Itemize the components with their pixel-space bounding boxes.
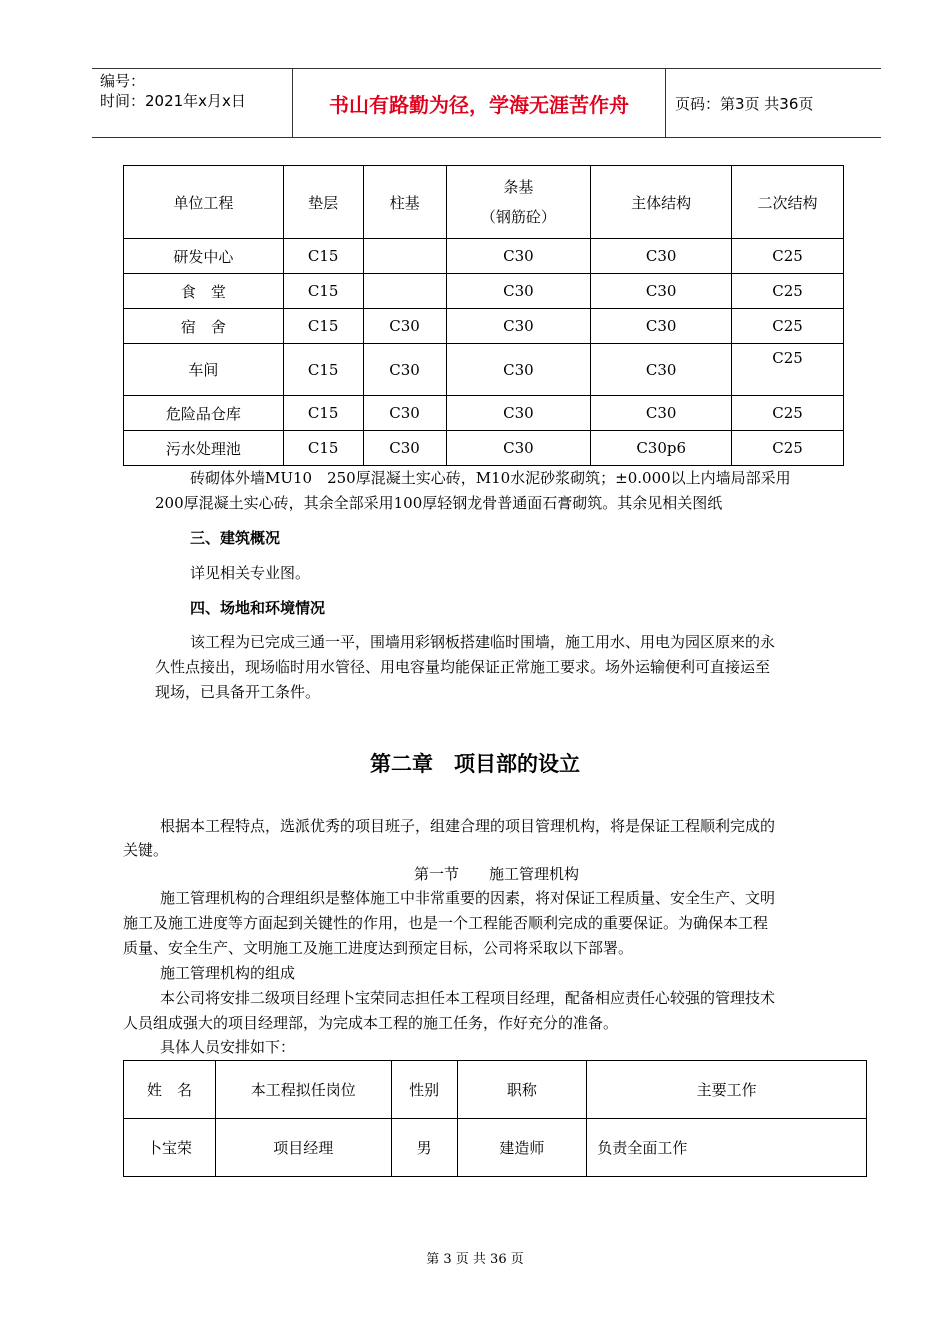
header-cell: 垫层: [283, 166, 363, 239]
masonry-text-line: 200厚混凝土实心砖，其余全部采用100厚轻钢龙骨普通面石膏砌筑。其余见相关图纸: [155, 494, 723, 512]
table-cell: C30: [446, 396, 591, 431]
page-footer: 第 3 页 共 36 页: [426, 1252, 524, 1267]
table-cell: C30: [446, 431, 591, 466]
table-row: [124, 239, 844, 274]
table-cell: C30: [363, 344, 446, 396]
table-cell: C15: [283, 309, 363, 344]
section-heading: 三、建筑概况: [190, 529, 281, 547]
table-cell: C30: [363, 309, 446, 344]
table-cell: 污水处理池: [124, 431, 284, 466]
header-cell: 二次结构: [732, 166, 844, 239]
header-divider: [665, 69, 666, 137]
table-cell: C30: [363, 396, 446, 431]
table-cell: C30: [591, 239, 732, 274]
table-cell: 项目经理: [215, 1119, 391, 1177]
table-cell: [363, 239, 446, 274]
table-cell: C30: [446, 239, 591, 274]
section-text-line: 该工程为已完成三通一平，围墙用彩钢板搭建临时围墙，施工用水、用电为园区原来的永: [190, 633, 776, 651]
composition-text-line: 本公司将安排二级项目经理卜宝荣同志担任本工程项目经理，配备相应责任心较强的管理技术: [160, 989, 776, 1007]
time-label: 时间：2021年x月x日: [100, 92, 246, 110]
table-cell: C15: [283, 239, 363, 274]
table-header-row: [124, 166, 844, 239]
table-cell: 危险品仓库: [124, 396, 284, 431]
mgmt-text-line: 施工管理机构的合理组织是整体施工中非常重要的因素，将对保证工程质量、安全生产、文明: [160, 889, 776, 907]
table-cell: C25: [732, 274, 844, 309]
header-cell-line: 条基: [503, 178, 534, 196]
table-cell: C15: [283, 274, 363, 309]
mgmt-text-line: 质量、安全生产、文明施工及施工进度达到预定目标，公司将采取以下部署。: [123, 939, 634, 957]
table-cell: C25: [732, 431, 844, 466]
header-cell: 性别: [391, 1061, 457, 1119]
staff-table: [123, 1060, 867, 1177]
table-row: [124, 344, 844, 396]
table-cell: 宿 舍: [124, 309, 284, 344]
composition-title: 施工管理机构的组成: [160, 964, 296, 982]
mgmt-text-line: 施工及施工进度等方面起到关键性的作用，也是一个工程能否顺利完成的重要保证。为确保本工程: [123, 914, 769, 932]
header-cell: 职称: [457, 1061, 587, 1119]
table-cell: 车间: [124, 344, 284, 396]
table-header-row: [124, 1061, 867, 1119]
table-cell: 食 堂: [124, 274, 284, 309]
table-cell: C30: [446, 309, 591, 344]
section-text-line: 久性点接出，现场临时用水管径、用电容量均能保证正常施工要求。场外运输便利可直接运至: [155, 658, 771, 676]
table-row: [124, 431, 844, 466]
header-cell: 柱基: [363, 166, 446, 239]
intro-text-line: 根据本工程特点，选派优秀的项目班子，组建合理的项目管理机构，将是保证工程顺利完成的: [160, 817, 776, 835]
composition-text-line: 人员组成强大的项目经理部，为完成本工程的施工任务，作好充分的准备。: [123, 1014, 619, 1032]
table-cell: C30: [591, 309, 732, 344]
table-row: [124, 274, 844, 309]
masonry-text-line: 砖砌体外墙MU10 250厚混凝土实心砖，M10水泥砂浆砌筑；±0.000以上内墙局部采用: [190, 469, 791, 487]
header-cell-line: （钢筋砼）: [480, 208, 556, 226]
table-cell: C25: [732, 239, 844, 274]
section-heading: 四、场地和环境情况: [190, 599, 326, 617]
table-cell: C30: [591, 274, 732, 309]
table-cell: 建造师: [457, 1119, 587, 1177]
header-page-label: 页码：第3页 共36页: [675, 95, 814, 113]
table-cell: C30: [591, 344, 732, 396]
table-cell: 负责全面工作: [587, 1119, 867, 1177]
header-cell: 单位工程: [124, 166, 284, 239]
intro-text-line: 关键。: [123, 841, 169, 859]
header-cell: 主体结构: [591, 166, 732, 239]
header-cell: 主要工作: [587, 1061, 867, 1119]
table-cell: 研发中心: [124, 239, 284, 274]
header-cell: 姓 名: [124, 1061, 216, 1119]
table-cell: C15: [283, 344, 363, 396]
concrete-grade-table: [123, 165, 844, 466]
table-cell: C15: [283, 431, 363, 466]
table-row: [124, 1119, 867, 1177]
number-label: 编号：: [100, 72, 146, 90]
table-cell: C30p6: [591, 431, 732, 466]
table-row: [124, 309, 844, 344]
table-cell: C25: [732, 396, 844, 431]
chapter-title: 第二章 项目部的设立: [370, 752, 580, 776]
header-meta: [100, 71, 246, 111]
table-cell: C15: [283, 396, 363, 431]
table-cell: 男: [391, 1119, 457, 1177]
table-cell: C25: [732, 344, 844, 396]
header-motto: 书山有路勤为径，学海无涯苦作舟: [329, 93, 629, 117]
table-cell: C30: [446, 274, 591, 309]
section-subtitle: 第一节 施工管理机构: [414, 865, 580, 883]
table-cell: 卜宝荣: [124, 1119, 216, 1177]
table-cell: C30: [363, 431, 446, 466]
header-cell: 本工程拟任岗位: [215, 1061, 391, 1119]
staff-intro: 具体人员安排如下：: [160, 1038, 296, 1056]
table-cell: C30: [591, 396, 732, 431]
header-cell: [446, 166, 591, 239]
table-cell: C30: [446, 344, 591, 396]
table-cell: C25: [732, 309, 844, 344]
page-header: [92, 68, 881, 138]
table-cell: [363, 274, 446, 309]
section-text-line: 现场，已具备开工条件。: [155, 683, 321, 701]
table-row: [124, 396, 844, 431]
section-text: 详见相关专业图。: [190, 564, 311, 582]
